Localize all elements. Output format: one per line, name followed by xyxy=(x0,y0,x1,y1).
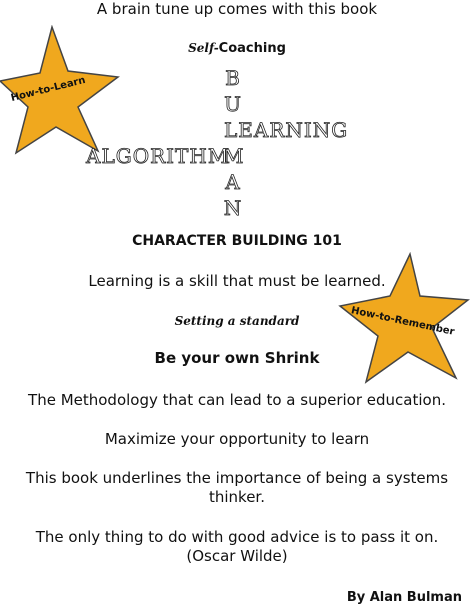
tagline: A brain tune up comes with this book xyxy=(96,0,378,18)
crossword-word-learning: LEARNING xyxy=(224,118,349,142)
systems-line-2: thinker. xyxy=(208,488,265,506)
self-coaching-suffix: Coaching xyxy=(218,41,286,56)
setting-standard: Setting a standard xyxy=(174,314,300,328)
self-coaching-prefix: Self- xyxy=(188,41,219,55)
maximize-line: Maximize your opportunity to learn xyxy=(104,430,370,448)
quote-line-1: The only thing to do with good advice is to pass it on. xyxy=(35,528,439,546)
systems-line-1: This book underlines the importance of being a systems xyxy=(25,469,449,487)
crossword-letter-m: M xyxy=(223,144,245,168)
page-heading: CHARACTER BUILDING 101 xyxy=(132,233,342,249)
methodology-line: The Methodology that can lead to a superior education. xyxy=(28,391,446,409)
star-label-how-to-learn: How-to-Learn xyxy=(9,74,87,105)
crossword-letter-a: A xyxy=(225,170,241,194)
star-label-how-to-remember: How-to-Remember xyxy=(350,305,456,338)
author-byline: By Alan Bulman xyxy=(346,590,462,605)
crossword-letter-n: N xyxy=(223,196,243,220)
shrink-line: Be your own Shrink xyxy=(154,349,320,367)
learning-line: Learning is a skill that must be learned. xyxy=(88,272,386,290)
crossword-word-algorithm: ALGORITHM xyxy=(86,144,230,168)
quote-line-2: (Oscar Wilde) xyxy=(186,547,288,565)
crossword-letter-b: B xyxy=(225,66,241,90)
crossword-letter-u: U xyxy=(224,92,242,116)
